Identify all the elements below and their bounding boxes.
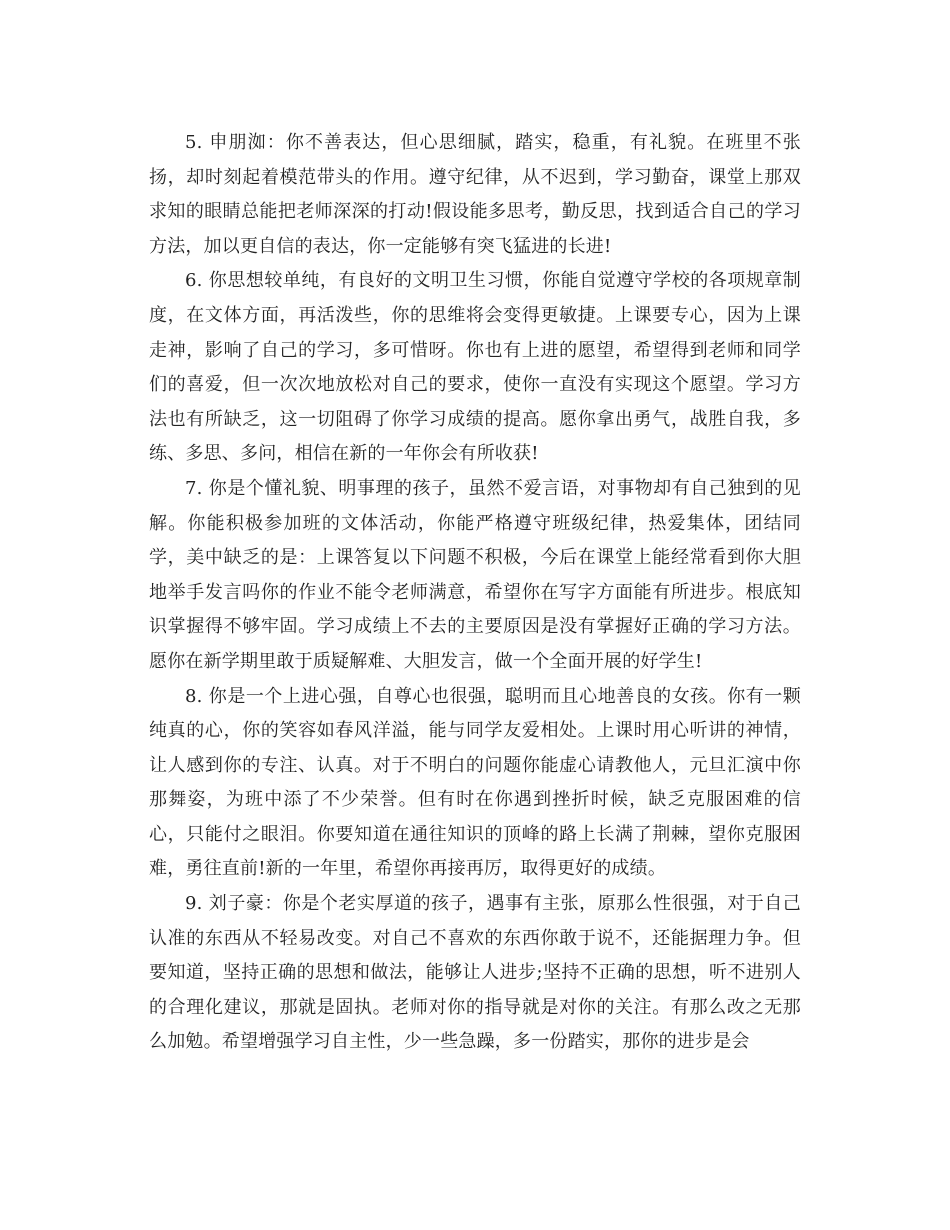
paragraph-item-8: 8. 你是一个上进心强，自尊心也很强，聪明而且心地善良的女孩。你有一颗纯真的心，你的笑容如春风洋溢，能与同学友爱相处。上课时用心听讲的神情，让人感到你的专注、认真。对于不明白的问题你能虚心请教他人，元旦汇演中你那舞姿，为班中添了不少荣誉。但有时在你遇到挫折时候，缺乏克服困难的信心，只能付之眼泪。你要知道在通往知识的顶峰的路上长满了荆棘，望你克服困难，勇往直前!新的一年里，希望你再接再厉，取得更好的成绩。 bbox=[149, 685, 801, 880]
paragraph-item-6: 6. 你思想较单纯，有良好的文明卫生习惯，你能自觉遵守学校的各项规章制度，在文体方面，再活泼些，你的思维将会变得更敏捷。上课要专心，因为上课走神，影响了自己的学习，多可惜呀。你也有上进的愿望，希望得到老师和同学们的喜爱，但一次次地放松对自己的要求，使你一直没有实现这个愿望。学习方法也有所缺乏，这一切阻碍了你学习成绩的提高。愿你拿出勇气，战胜自我，多练、多思、多问，相信在新的一年你会有所收获! bbox=[149, 270, 801, 465]
paragraph-item-5: 5. 申朋洳：你不善表达，但心思细腻，踏实，稳重，有礼貌。在班里不张扬，却时刻起着模范带头的作用。遵守纪律，从不迟到，学习勤奋，课堂上那双求知的眼睛总能把老师深深的打动!假设能多思考，勤反思，找到适合自己的学习方法，加以更自信的表达，你一定能够有突飞猛进的长进! bbox=[149, 132, 801, 257]
document-body bbox=[149, 126, 801, 1060]
paragraph-item-9: 9. 刘子豪：你是个老实厚道的孩子，遇事有主张，原那么性很强，对于自己认准的东西从不轻易改变。对自己不喜欢的东西你敢于说不，还能据理力争。但要知道，坚持正确的思想和做法，能够让人进步;坚持不正确的思想，听不进别人的合理化建议，那就是固执。老师对你的指导就是对你的关注。有那么改之无那么加勉。希望增强学习自主性，少一些急躁，多一份踏实，那你的进步是会 bbox=[149, 893, 801, 1053]
paragraph-item-7: 7. 你是个懂礼貌、明事理的孩子，虽然不爱言语，对事物却有自己独到的见解。你能积极参加班的文体活动，你能严格遵守班级纪律，热爱集体，团结同学，美中缺乏的是：上课答复以下问题不积极，今后在课堂上能经常看到你大胆地举手发言吗你的作业不能令老师满意，希望你在写字方面能有所进步。根底知识掌握得不够牢固。学习成绩上不去的主要原因是没有掌握好正确的学习方法。愿你在新学期里敢于质疑解难、大胆发言，做一个全面开展的好学生! bbox=[149, 477, 801, 672]
